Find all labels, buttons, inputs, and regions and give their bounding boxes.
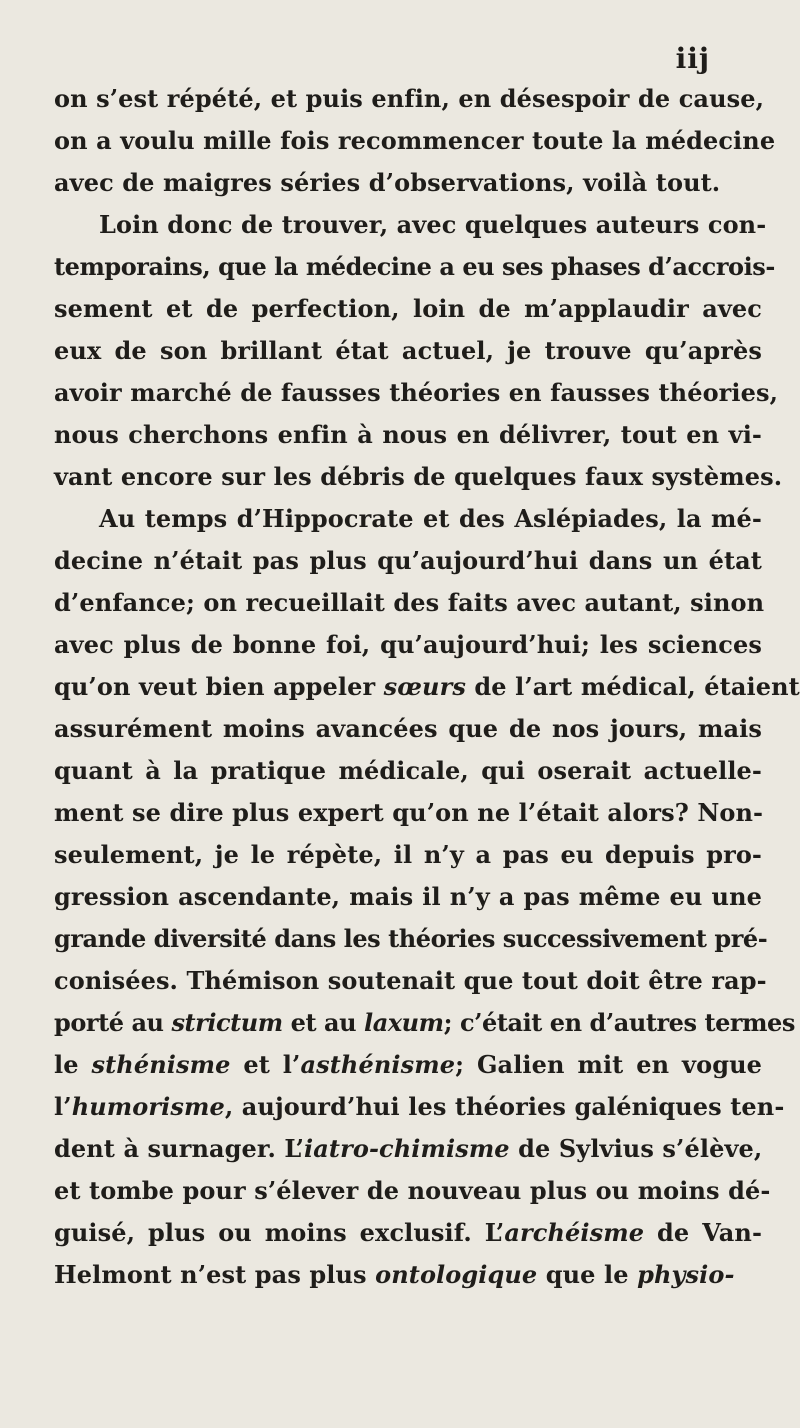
text-line [54, 1044, 762, 1086]
text-line [54, 1170, 771, 1212]
text-line [54, 750, 762, 792]
italic-term: laxum [364, 1008, 444, 1037]
text-line [54, 372, 779, 414]
page-number: iij [675, 42, 710, 75]
text-segment: guisé, plus ou moins exclusif. L’ [54, 1218, 505, 1247]
text-line [54, 498, 762, 540]
text-segment: de Van- [644, 1218, 762, 1247]
text-line [54, 414, 762, 456]
text-line [54, 456, 783, 498]
text-line [54, 330, 762, 372]
italic-term: sœurs [383, 672, 466, 701]
text-segment: decine n’était pas plus qu’aujourd’hui dans un état [54, 546, 762, 575]
text-line [54, 1212, 762, 1254]
text-segment: et tombe pour s’élever de nouveau plus ou moins dé- [54, 1176, 771, 1205]
text-line [54, 1002, 795, 1044]
text-segment: quant à la pratique médicale, qui oserait actuelle- [54, 756, 762, 785]
text-segment: Helmont n’est pas plus [54, 1260, 376, 1289]
text-segment: et l’ [230, 1050, 301, 1079]
text-line [54, 204, 767, 246]
text-segment: avoir marché de fausses théories en fausses théories, [54, 378, 779, 407]
text-segment: qu’on veut bien appeler [54, 672, 384, 701]
text-segment: le [54, 1050, 92, 1079]
text-segment: que le [537, 1260, 638, 1289]
text-segment: avec de maigres séries d’observations, voilà tout. [54, 168, 721, 197]
text-segment: avec plus de bonne foi, qu’aujourd’hui; les sciences [54, 630, 762, 659]
text-line [54, 876, 762, 918]
text-segment: l’ [54, 1092, 72, 1121]
text-line [54, 162, 762, 204]
italic-term: archéisme [504, 1218, 645, 1247]
text-segment: temporains, que la médecine a eu ses phases d’accrois- [54, 252, 775, 281]
italic-term: strictum [171, 1008, 283, 1037]
text-line [54, 624, 762, 666]
text-line [54, 540, 762, 582]
text-segment: Loin donc de trouver, avec quelques auteurs con- [99, 210, 767, 239]
text-segment: eux de son brillant état actuel, je trouve qu’après [54, 336, 762, 365]
text-segment: , aujourd’hui les théories galéniques ten- [224, 1092, 785, 1121]
text-segment: ment se dire plus expert qu’on ne l’était alors? Non- [54, 798, 764, 827]
text-segment: on s’est répété, et puis enfin, en désespoir de cause, [54, 84, 765, 113]
body-text [54, 78, 800, 1296]
text-segment: ; Galien mit en vogue [455, 1050, 763, 1079]
text-line [54, 792, 762, 834]
text-line [54, 78, 765, 120]
italic-term: physio- [637, 1260, 735, 1289]
italic-term: asthénisme [300, 1050, 456, 1079]
text-segment: dent à surnager. L’ [54, 1134, 305, 1163]
text-line [54, 582, 765, 624]
text-line [54, 960, 767, 1002]
text-line [54, 918, 768, 960]
text-line [54, 120, 776, 162]
text-segment: gression ascendante, mais il n’y a pas même eu une [54, 882, 762, 911]
text-segment: Au temps d’Hippocrate et des Aslépiades, la mé- [99, 504, 762, 533]
text-line [54, 708, 762, 750]
italic-term: iatro-chimisme [304, 1134, 510, 1163]
text-line [54, 1128, 762, 1170]
text-line [54, 1254, 762, 1296]
text-line [54, 288, 762, 330]
italic-term: humorisme [71, 1092, 225, 1121]
text-segment: de Sylvius s’élève, [509, 1134, 763, 1163]
text-segment: conisées. Thémison soutenait que tout doit être rap- [54, 966, 767, 995]
text-segment: sement et de perfection, loin de m’applaudir avec [54, 294, 762, 323]
text-segment: ; c’était en d’autres termes [443, 1008, 795, 1037]
text-segment: grande diversité dans les théories successivement pré- [54, 924, 768, 953]
text-segment: nous cherchons enfin à nous en délivrer, tout en vi- [54, 420, 762, 449]
text-segment: porté au [54, 1008, 172, 1037]
italic-term: sthénisme [91, 1050, 231, 1079]
text-segment: seulement, je le répète, il n’y a pas eu depuis pro- [54, 840, 762, 869]
text-line [54, 834, 762, 876]
text-segment: vant encore sur les débris de quelques faux systèmes. [54, 462, 783, 491]
text-line [54, 1086, 785, 1128]
text-segment: assurément moins avancées que de nos jours, mais [54, 714, 762, 743]
text-line [54, 246, 775, 288]
text-segment: on a voulu mille fois recommencer toute la médecine [54, 126, 776, 155]
text-segment: et au [282, 1008, 365, 1037]
text-segment: d’enfance; on recueillait des faits avec autant, sinon [54, 588, 765, 617]
text-segment: de l’art médical, étaient [465, 672, 800, 701]
italic-term: ontologique [375, 1260, 538, 1289]
text-line [54, 666, 800, 708]
